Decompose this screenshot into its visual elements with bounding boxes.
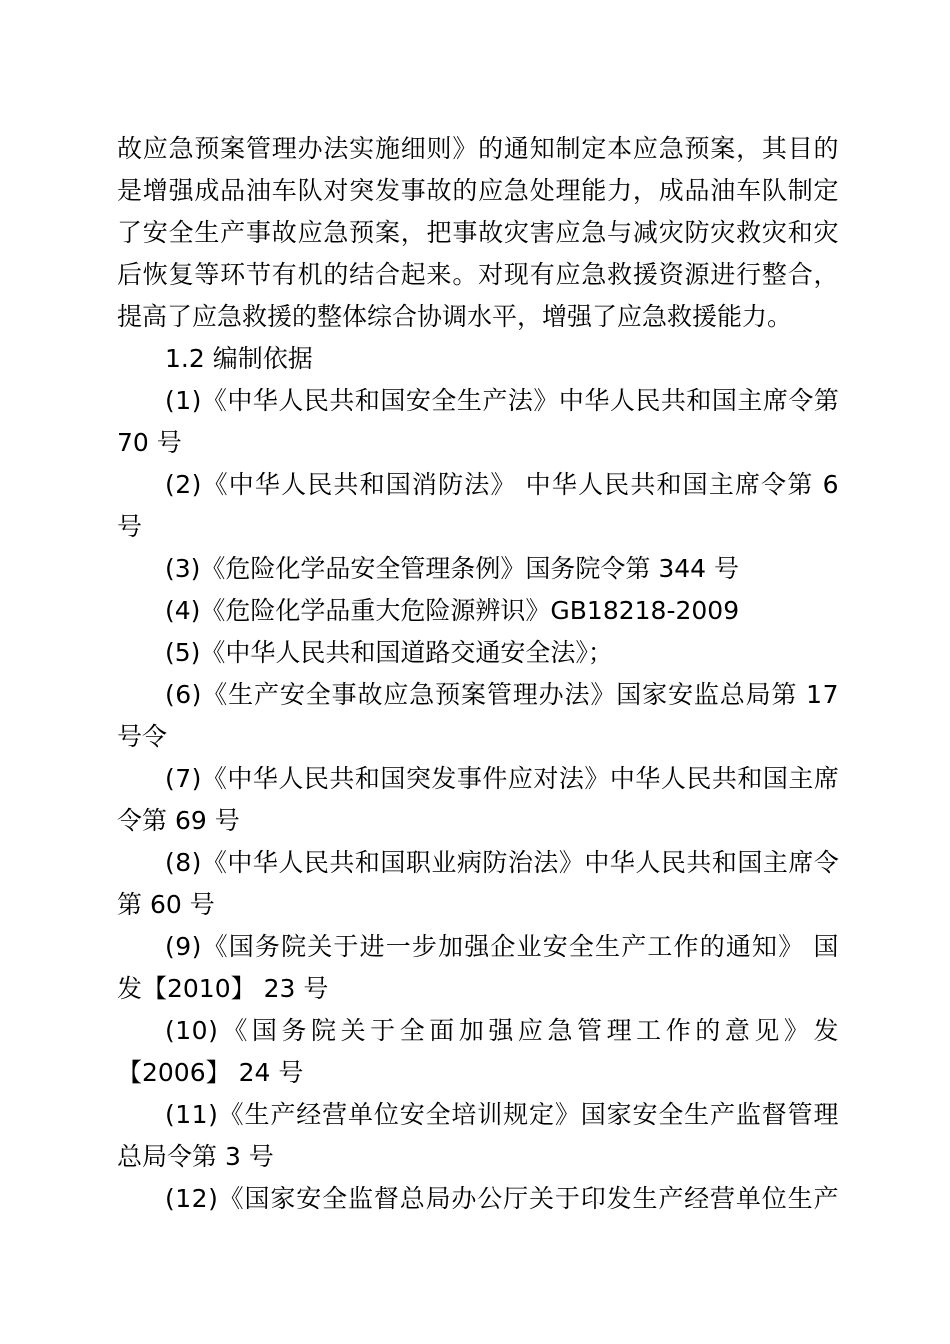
basis-item-continuation: 70 号 bbox=[117, 428, 182, 457]
basis-item-continuation: 【2006】 24 号 bbox=[117, 1058, 304, 1087]
paragraph-line: 了安全生产事故应急预案，把事故灾害应急与减灾防灾救灾和灾 bbox=[117, 218, 839, 247]
basis-item-line: (4)《危险化学品重大危险源辨识》GB18218-2009 bbox=[165, 596, 740, 625]
basis-item-continuation: 发【2010】 23 号 bbox=[117, 974, 329, 1003]
basis-item-line: (9)《国务院关于进一步加强企业安全生产工作的通知》 国 bbox=[165, 932, 839, 961]
basis-item-continuation: 号 bbox=[117, 512, 143, 541]
basis-item-line: (12)《国家安全监督总局办公厅关于印发生产经营单位生产 bbox=[165, 1184, 839, 1213]
basis-item-line: (5)《中华人民共和国道路交通安全法》； bbox=[165, 638, 613, 667]
basis-item-line: (10)《国务院关于全面加强应急管理工作的意见》发 bbox=[165, 1016, 839, 1045]
basis-item-line: (11)《生产经营单位安全培训规定》国家安全生产监督管理 bbox=[165, 1100, 839, 1129]
section-heading: 1.2 编制依据 bbox=[165, 344, 313, 373]
paragraph-line: 是增强成品油车队对突发事故的应急处理能力，成品油车队制定 bbox=[117, 176, 839, 205]
basis-item-line: (7)《中华人民共和国突发事件应对法》中华人民共和国主席 bbox=[165, 764, 839, 793]
paragraph-line: 后恢复等环节有机的结合起来。对现有应急救援资源进行整合， bbox=[117, 260, 839, 289]
basis-item-continuation: 令第 69 号 bbox=[117, 806, 240, 835]
basis-item-line: (1)《中华人民共和国安全生产法》中华人民共和国主席令第 bbox=[165, 386, 839, 415]
paragraph-line: 提高了应急救援的整体综合协调水平，增强了应急救援能力。 bbox=[117, 302, 793, 331]
paragraph-line: 故应急预案管理办法实施细则》的通知制定本应急预案，其目的 bbox=[117, 134, 839, 163]
basis-item-continuation: 号令 bbox=[117, 722, 168, 751]
basis-item-line: (8)《中华人民共和国职业病防治法》中华人民共和国主席令 bbox=[165, 848, 839, 877]
basis-item-continuation: 总局令第 3 号 bbox=[117, 1142, 274, 1171]
basis-item-line: (3)《危险化学品安全管理条例》国务院令第 344 号 bbox=[165, 554, 740, 583]
basis-item-line: (2)《中华人民共和国消防法》 中华人民共和国主席令第 6 bbox=[165, 470, 839, 499]
basis-item-line: (6)《生产安全事故应急预案管理办法》国家安监总局第 17 bbox=[165, 680, 839, 709]
basis-item-continuation: 第 60 号 bbox=[117, 890, 215, 919]
